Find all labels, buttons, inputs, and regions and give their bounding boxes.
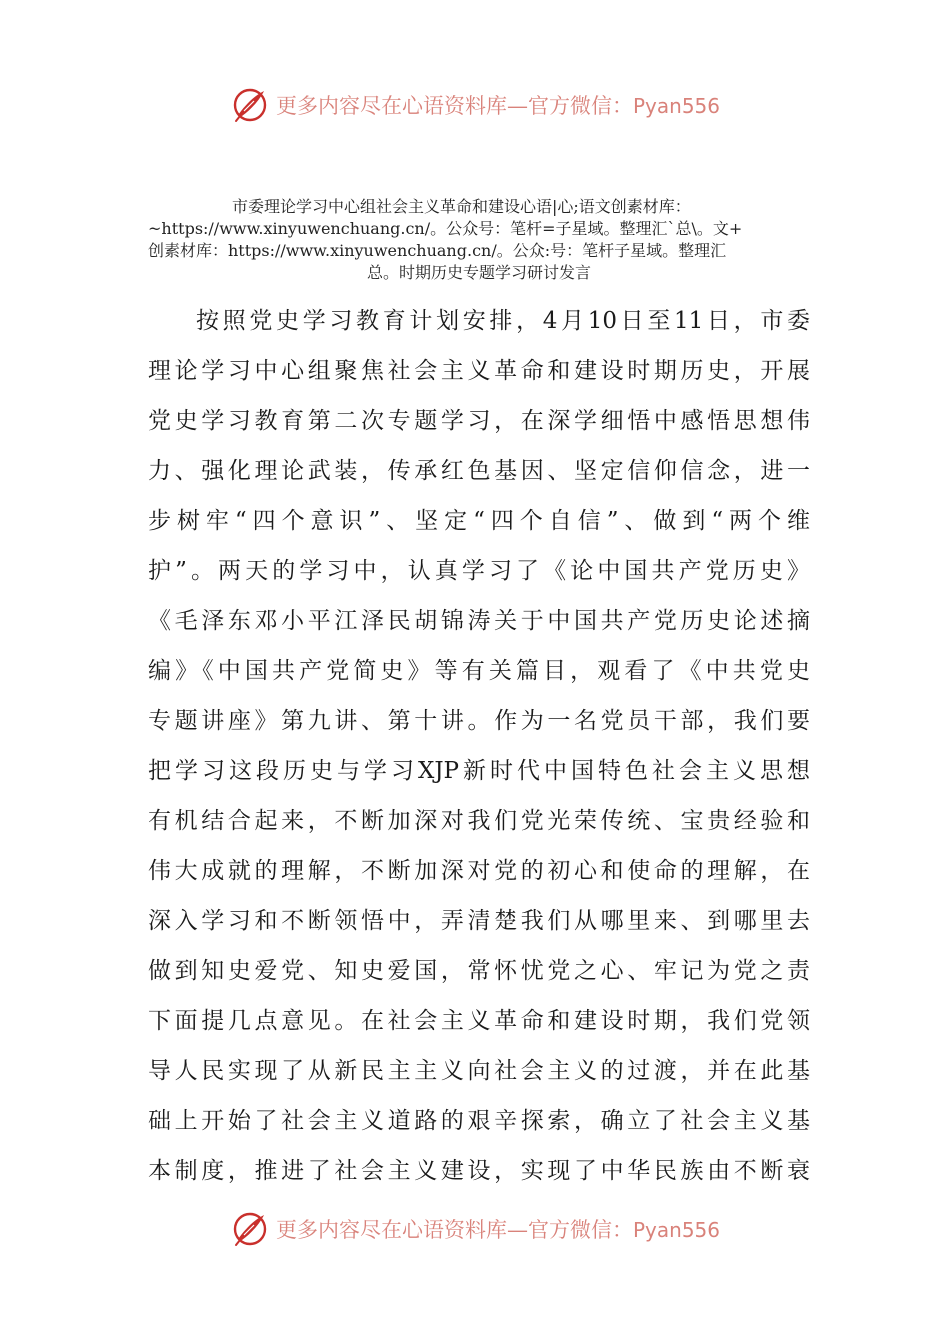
- body-line: 伟大成就的理解，不断加深对党的初心和使命的理解，在: [148, 858, 810, 884]
- body-paragraph: [148, 296, 810, 1196]
- body-line: 有机结合起来，不断加深对我们党光荣传统、宝贵经验和: [148, 808, 810, 834]
- body-line: 力、强化理论武装，传承红色基因、坚定信仰信念，进一: [148, 458, 810, 484]
- body-line: 《毛泽东邓小平江泽民胡锦涛关于中国共产党历史论述摘: [148, 608, 810, 634]
- banner-text: [276, 90, 720, 120]
- banner-slogan: 更多内容尽在心语资料库—官方微信：: [275, 1218, 633, 1242]
- body-line: 导人民实现了从新民主主义向社会主义的过渡，并在此基: [148, 1058, 810, 1084]
- body-line: 编》《中国共产党简史》等有关篇目，观看了《中共党史: [148, 658, 810, 684]
- body-line: 把学习这段历史与学习XJP新时代中国特色社会主义思想: [148, 758, 810, 784]
- banner-wechat-id: Pyan556: [632, 94, 720, 118]
- banner-slogan: 更多内容尽在心语资料库—官方微信：: [275, 94, 633, 118]
- body-line: 护”。两天的学习中，认真学习了《论中国共产党历史》: [148, 558, 810, 584]
- title-line: 总。时期历史专题学习研讨发言: [366, 263, 591, 282]
- title-line: ~https://www.xinyuwenchuang.cn/。公众号：笔杆=子星域。整理汇`总\。文+: [148, 219, 743, 238]
- title-line: 市委理论学习中心组社会主义革命和建设心语|心;语文创素材库：: [232, 197, 691, 216]
- title-line: 创素材库：https://www.xinyuwenchuang.cn/。公众:号：笔杆子星域。整理汇: [148, 241, 727, 260]
- body-line: 党史学习教育第二次专题学习，在深学细悟中感悟思想伟: [148, 408, 810, 434]
- banner-wechat-id: Pyan556: [632, 1218, 720, 1242]
- banner-text: [276, 1214, 720, 1244]
- body-line: 专题讲座》第九讲、第十讲。作为一名党员干部，我们要: [148, 708, 810, 734]
- quill-pen-logo-icon: [230, 1209, 270, 1249]
- body-line: 步树牢“四个意识”、坚定“四个自信”、做到“两个维: [148, 508, 810, 534]
- footer-banner: [0, 1204, 950, 1254]
- document-title: [148, 196, 810, 284]
- body-line: 本制度，推进了社会主义建设，实现了中华民族由不断衰: [148, 1158, 810, 1184]
- header-banner: [0, 80, 950, 130]
- body-line: 下面提几点意见。在社会主义革命和建设时期，我们党领: [148, 1008, 810, 1034]
- body-line: 础上开始了社会主义道路的艰辛探索，确立了社会主义基: [148, 1108, 810, 1134]
- body-line: 按照党史学习教育计划安排，4月10日至11日，市委: [196, 308, 810, 334]
- body-line: 做到知史爱党、知史爱国，常怀忧党之心、牢记为党之责: [148, 958, 810, 984]
- body-line: 深入学习和不断领悟中，弄清楚我们从哪里来、到哪里去: [148, 908, 810, 934]
- quill-pen-logo-icon: [230, 85, 270, 125]
- body-line: 理论学习中心组聚焦社会主义革命和建设时期历史，开展: [148, 358, 810, 384]
